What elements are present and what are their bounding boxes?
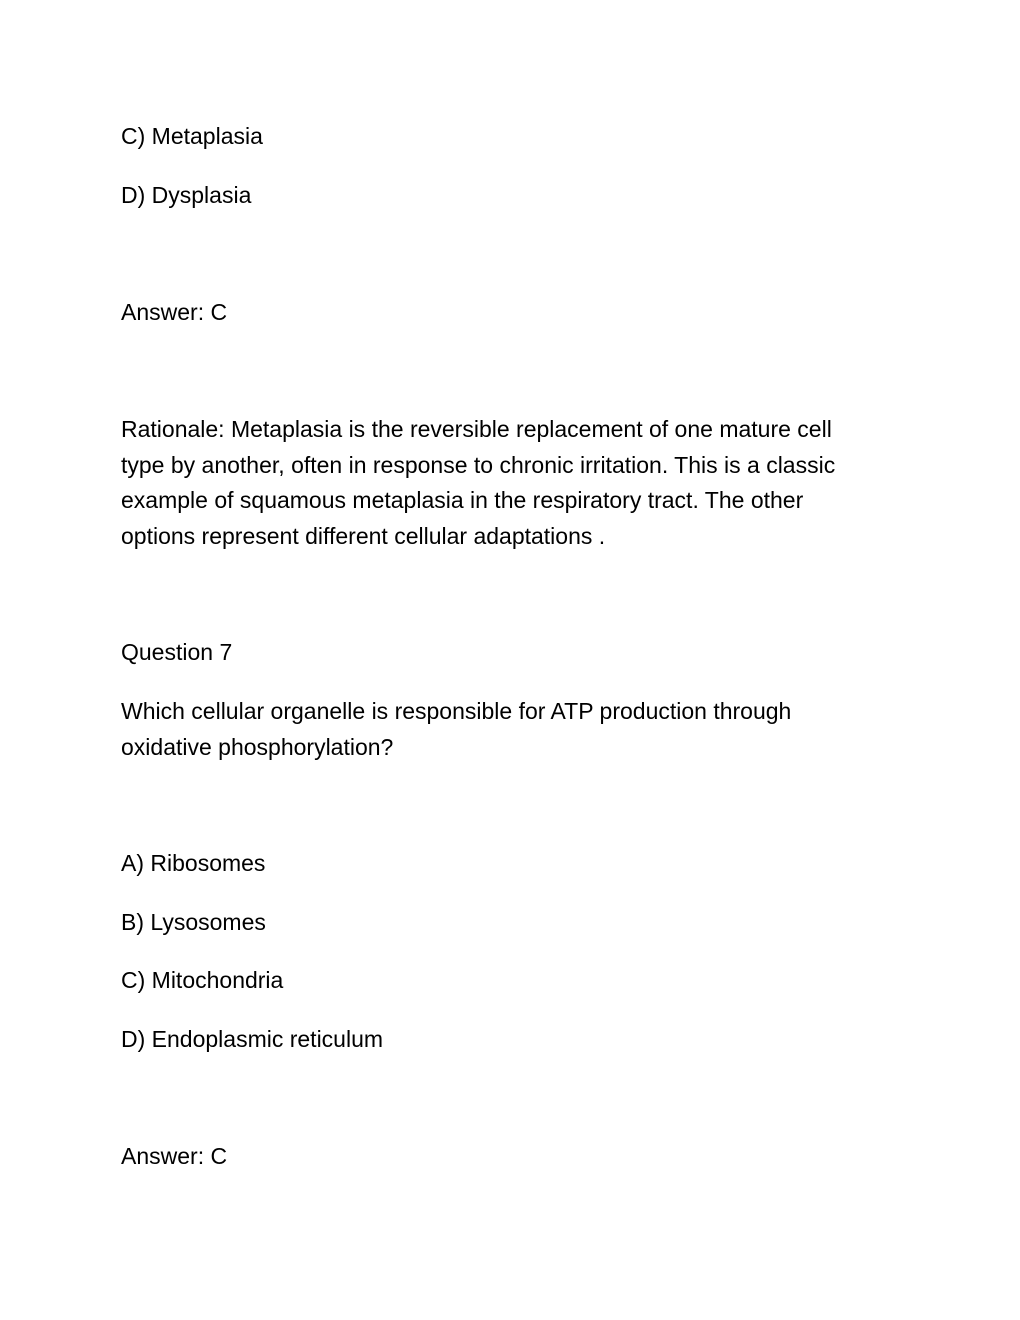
rationale-line: example of squamous metaplasia in the respiratory tract. The other bbox=[121, 487, 804, 513]
rationale-line: Rationale: Metaplasia is the reversible replacement of one mature cell bbox=[121, 416, 832, 442]
question-prompt-line: Which cellular organelle is responsible for ATP production through bbox=[121, 698, 792, 724]
answer: Answer: C bbox=[121, 1143, 228, 1169]
question-heading: Question 7 bbox=[121, 639, 233, 665]
option-a: A) Ribosomes bbox=[121, 850, 266, 876]
rationale-line: type by another, often in response to chronic irritation. This is a classic bbox=[121, 451, 836, 478]
option-c: C) Mitochondria bbox=[121, 967, 284, 993]
rationale-line: options represent different cellular adaptations . bbox=[121, 522, 606, 549]
rationale-paragraph bbox=[121, 412, 901, 554]
option-d: D) Endoplasmic reticulum bbox=[121, 1026, 384, 1052]
option-b: B) Lysosomes bbox=[121, 909, 266, 935]
option-c-previous: C) Metaplasia bbox=[121, 123, 263, 149]
question-prompt bbox=[121, 694, 901, 765]
answer-previous: Answer: C bbox=[121, 299, 228, 325]
question-prompt-line: oxidative phosphorylation? bbox=[121, 733, 394, 760]
option-d-previous: D) Dysplasia bbox=[121, 182, 252, 208]
